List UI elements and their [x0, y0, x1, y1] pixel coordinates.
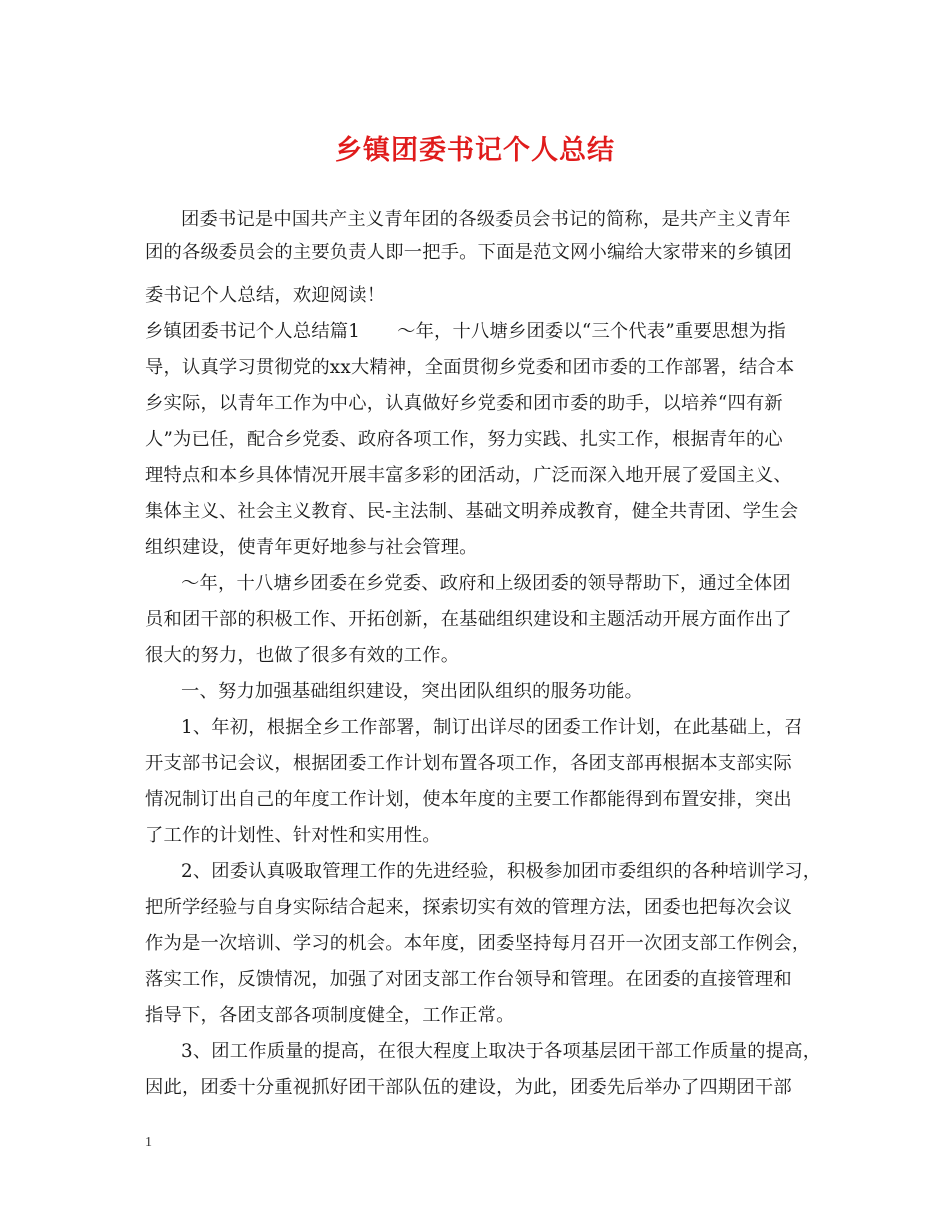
- body-line: 团的各级委员会的主要负责人即一把手。下面是范文网小编给大家带来的乡镇团: [145, 242, 792, 263]
- body-line: ～年，十八塘乡团委在乡党委、政府和上级团委的领导帮助下，通过全体团: [181, 573, 791, 594]
- body-line: 集体主义、社会主义教育、民-主法制、基础文明养成教育，健全共青团、学生会: [145, 501, 799, 522]
- body-line: 2、团委认真吸取管理工作的先进经验，积极参加团市委组织的各种培训学习，: [181, 861, 822, 882]
- document-title: 乡镇团委书记个人总结: [335, 135, 615, 166]
- body-line: 开支部书记会议，根据团委工作计划布置各项工作，各团支部再根据本支部实际: [145, 753, 792, 774]
- body-line: 委书记个人总结，欢迎阅读！: [145, 285, 386, 306]
- body-line: 3、团工作质量的提高，在很大程度上取决于各项基层团干部工作质量的提高，: [181, 1041, 822, 1062]
- body-line: 指导下，各团支部各项制度健全，工作正常。: [145, 1005, 515, 1026]
- body-line: 乡镇团委书记个人总结篇1 ～年，十八塘乡团委以“三个代表”重要思想为指: [145, 321, 786, 342]
- body-line: 把所学经验与自身实际结合起来，探索切实有效的管理方法，团委也把每次会议: [145, 897, 792, 918]
- body-line: 乡实际，以青年工作为中心，认真做好乡党委和团市委的助手，以培养“四有新: [145, 393, 783, 414]
- body-line: 因此，团委十分重视抓好团干部队伍的建设，为此，团委先后举办了四期团干部: [145, 1077, 792, 1098]
- section-heading: 一、努力加强基础组织建设，突出团队组织的服务功能。: [181, 681, 644, 702]
- body-line: 组织建设，使青年更好地参与社会管理。: [145, 537, 478, 558]
- body-line: 人”为已任，配合乡党委、政府各项工作，努力实践、扎实工作，根据青年的心: [145, 429, 783, 450]
- body-line: 1、年初，根据全乡工作部署，制订出详尽的团委工作计划，在此基础上，召: [181, 717, 803, 738]
- body-line: 理特点和本乡具体情况开展丰富多彩的团活动，广泛而深入地开展了爱国主义、: [145, 465, 792, 486]
- body-line: 了工作的计划性、针对性和实用性。: [145, 825, 441, 846]
- body-line: 作为是一次培训、学习的机会。本年度，团委坚持每月召开一次团支部工作例会，: [145, 933, 811, 954]
- body-line: 情况制订出自己的年度工作计划，使本年度的主要工作都能得到布置安排，突出: [145, 789, 792, 810]
- body-line: 落实工作，反馈情况，加强了对团支部工作台领导和管理。在团委的直接管理和: [145, 969, 792, 990]
- body-line: 团委书记是中国共产主义青年团的各级委员会书记的简称，是共产主义青年: [181, 209, 791, 230]
- body-line: 导，认真学习贯彻党的xx大精神，全面贯彻乡党委和团市委的工作部署，结合本: [145, 357, 795, 378]
- body-line: 员和团干部的积极工作、开拓创新，在基础组织建设和主题活动开展方面作出了: [145, 609, 792, 630]
- body-line: 很大的努力，也做了很多有效的工作。: [145, 645, 460, 666]
- page-number: 1: [145, 1135, 152, 1150]
